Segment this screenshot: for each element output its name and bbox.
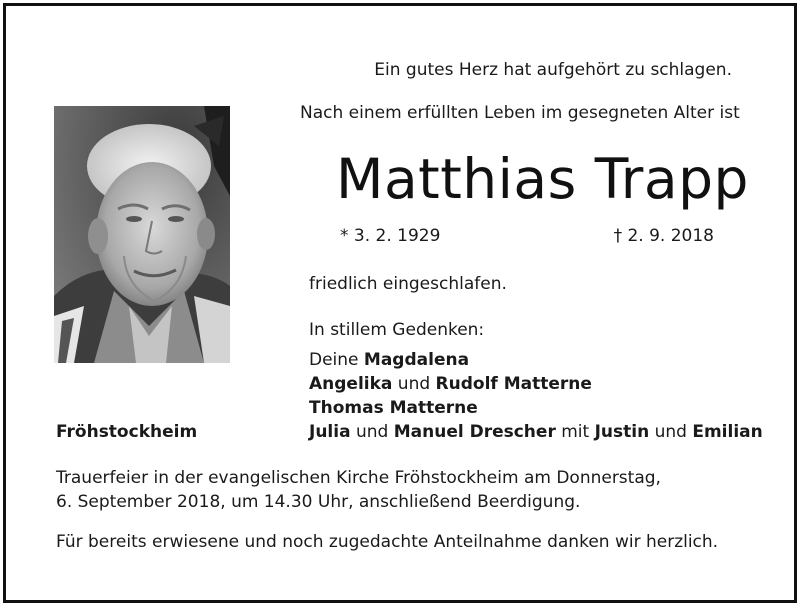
conjunction: und: [355, 422, 389, 442]
mourners-line-3: [309, 398, 478, 418]
death-date: † 2. 9. 2018: [613, 226, 714, 246]
conjunction: mit: [561, 422, 590, 442]
thanks-text: Für bereits erwiesene und noch zugedachte Anteilnahme danken wir herzlich.: [56, 532, 719, 552]
mourner-name: Magdalena: [363, 350, 470, 370]
conjunction: und: [654, 422, 687, 442]
conjunction: und: [397, 374, 431, 394]
mourner-name: Julia: [309, 422, 351, 442]
deceased-name: Matthias Trapp: [336, 147, 749, 211]
intro-line-1: Ein gutes Herz hat aufgehört zu schlagen.: [374, 60, 732, 80]
funeral-line-2: 6. September 2018, um 14.30 Uhr, anschließend Beerdigung.: [56, 492, 581, 512]
place-name: Fröhstockheim: [56, 422, 198, 442]
memorial-intro: In stillem Gedenken:: [309, 320, 485, 340]
mourner-name: Angelika: [309, 374, 393, 394]
mourner-name: Emilian: [692, 422, 763, 442]
mourner-name: Thomas Matterne: [309, 398, 478, 418]
mourner-name: Manuel Drescher: [393, 422, 556, 442]
mourners-prefix: Deine: [309, 350, 359, 370]
birth-date: * 3. 2. 1929: [340, 226, 441, 246]
intro-line-2: Nach einem erfüllten Leben im gesegneten Alter ist: [300, 103, 740, 123]
mourners-line-4: [309, 422, 763, 442]
mourners-line-2: [309, 374, 592, 394]
status-text: friedlich eingeschlafen.: [309, 274, 507, 294]
portrait-photo: [54, 106, 230, 363]
mourner-name: Rudolf Matterne: [435, 374, 592, 394]
funeral-line-1: Trauerfeier in der evangelischen Kirche Fröhstockheim am Donnerstag,: [56, 468, 661, 488]
mourner-name: Justin: [594, 422, 650, 442]
mourners-line-1: [309, 350, 469, 370]
